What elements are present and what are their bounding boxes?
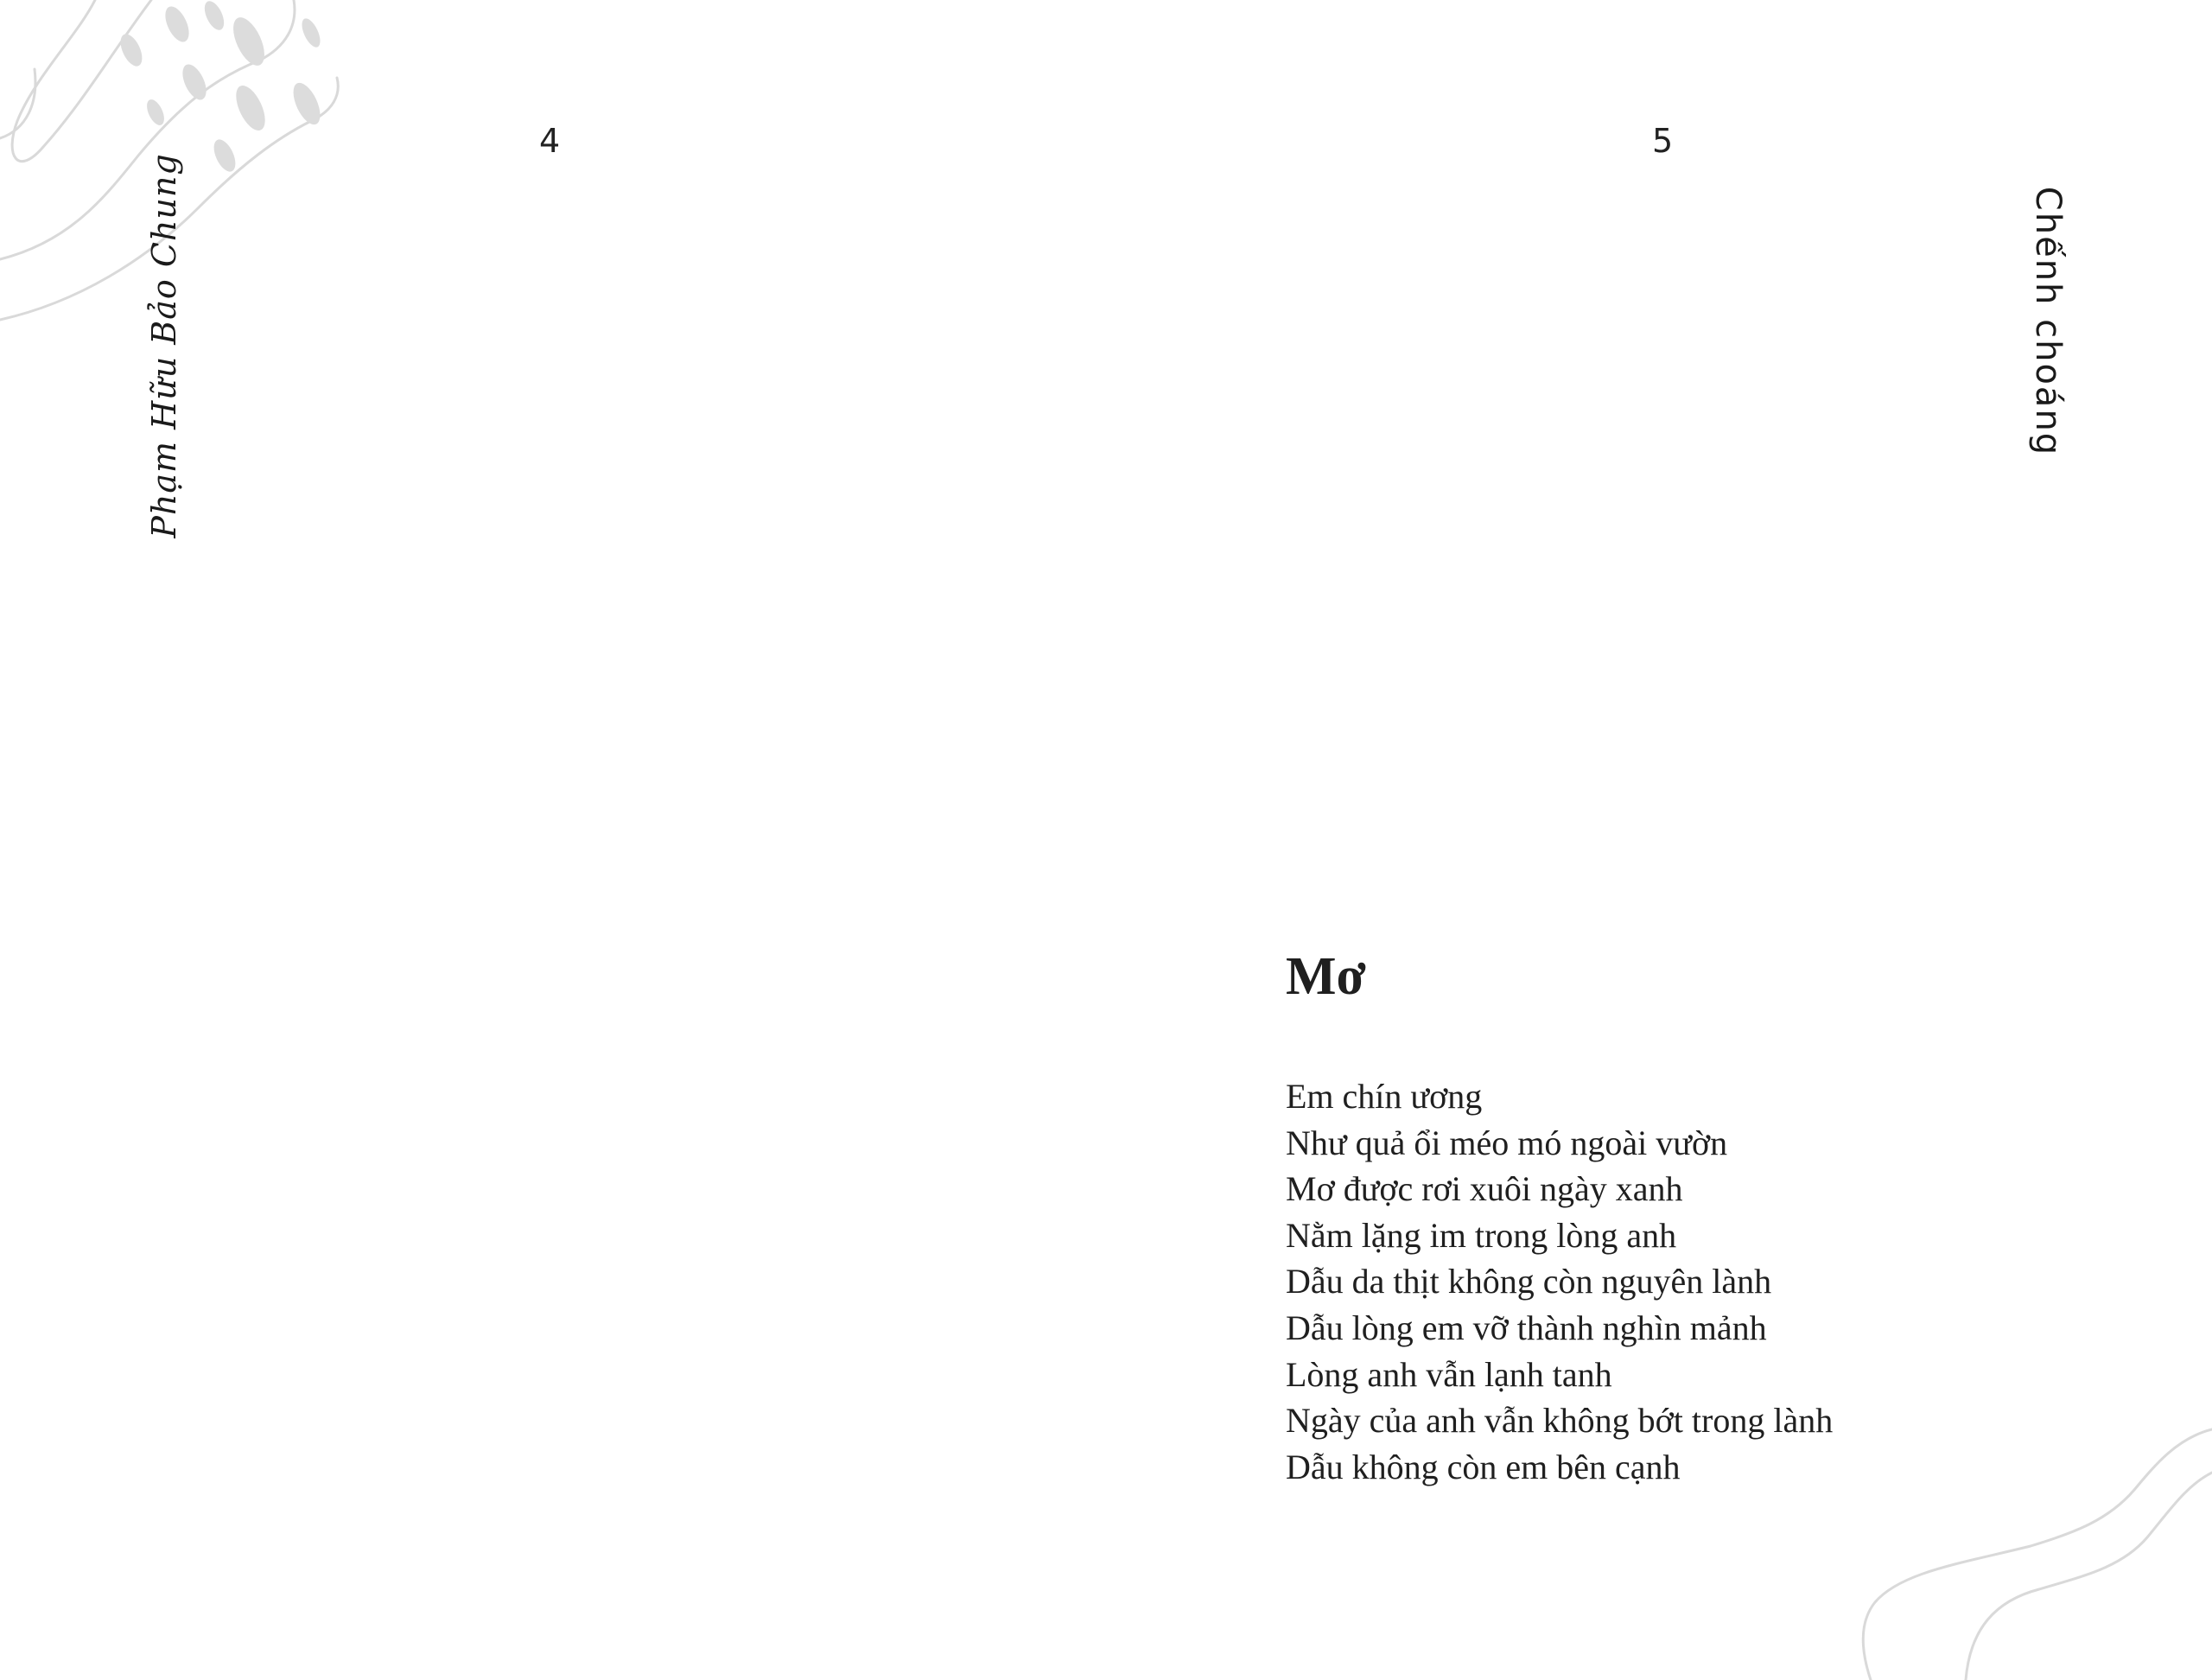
poem-line: Như quả ổi méo mó ngoài vườn [1286, 1123, 1728, 1162]
poem-title: Mơ [1286, 947, 1366, 1006]
poem-line: Ngày của anh vẫn không bớt trong lành [1286, 1401, 1834, 1441]
page-number-right: 5 [1652, 122, 1674, 160]
poem [1286, 942, 2150, 1490]
poem-line: Mơ được rơi xuôi ngày xanh [1286, 1169, 1683, 1209]
poem-line: Dẫu lòng em vỡ thành nghìn mảnh [1286, 1308, 1767, 1347]
author-running-head: Phạm Hữu Bảo Chung [145, 153, 183, 538]
poem-line: Em chín ương [1286, 1077, 1483, 1116]
book-title-running-head: Chếnh choáng [2028, 186, 2068, 457]
poem-line: Dẫu không còn em bên cạnh [1286, 1447, 1681, 1486]
page-number-left: 4 [539, 122, 561, 160]
poem-body [1286, 1073, 2150, 1490]
poem-line: Nằm lặng im trong lòng anh [1286, 1215, 1677, 1255]
poem-line: Dẫu da thịt không còn nguyên lành [1286, 1262, 1772, 1301]
poem-line: Lòng anh vẫn lạnh tanh [1286, 1354, 1612, 1394]
